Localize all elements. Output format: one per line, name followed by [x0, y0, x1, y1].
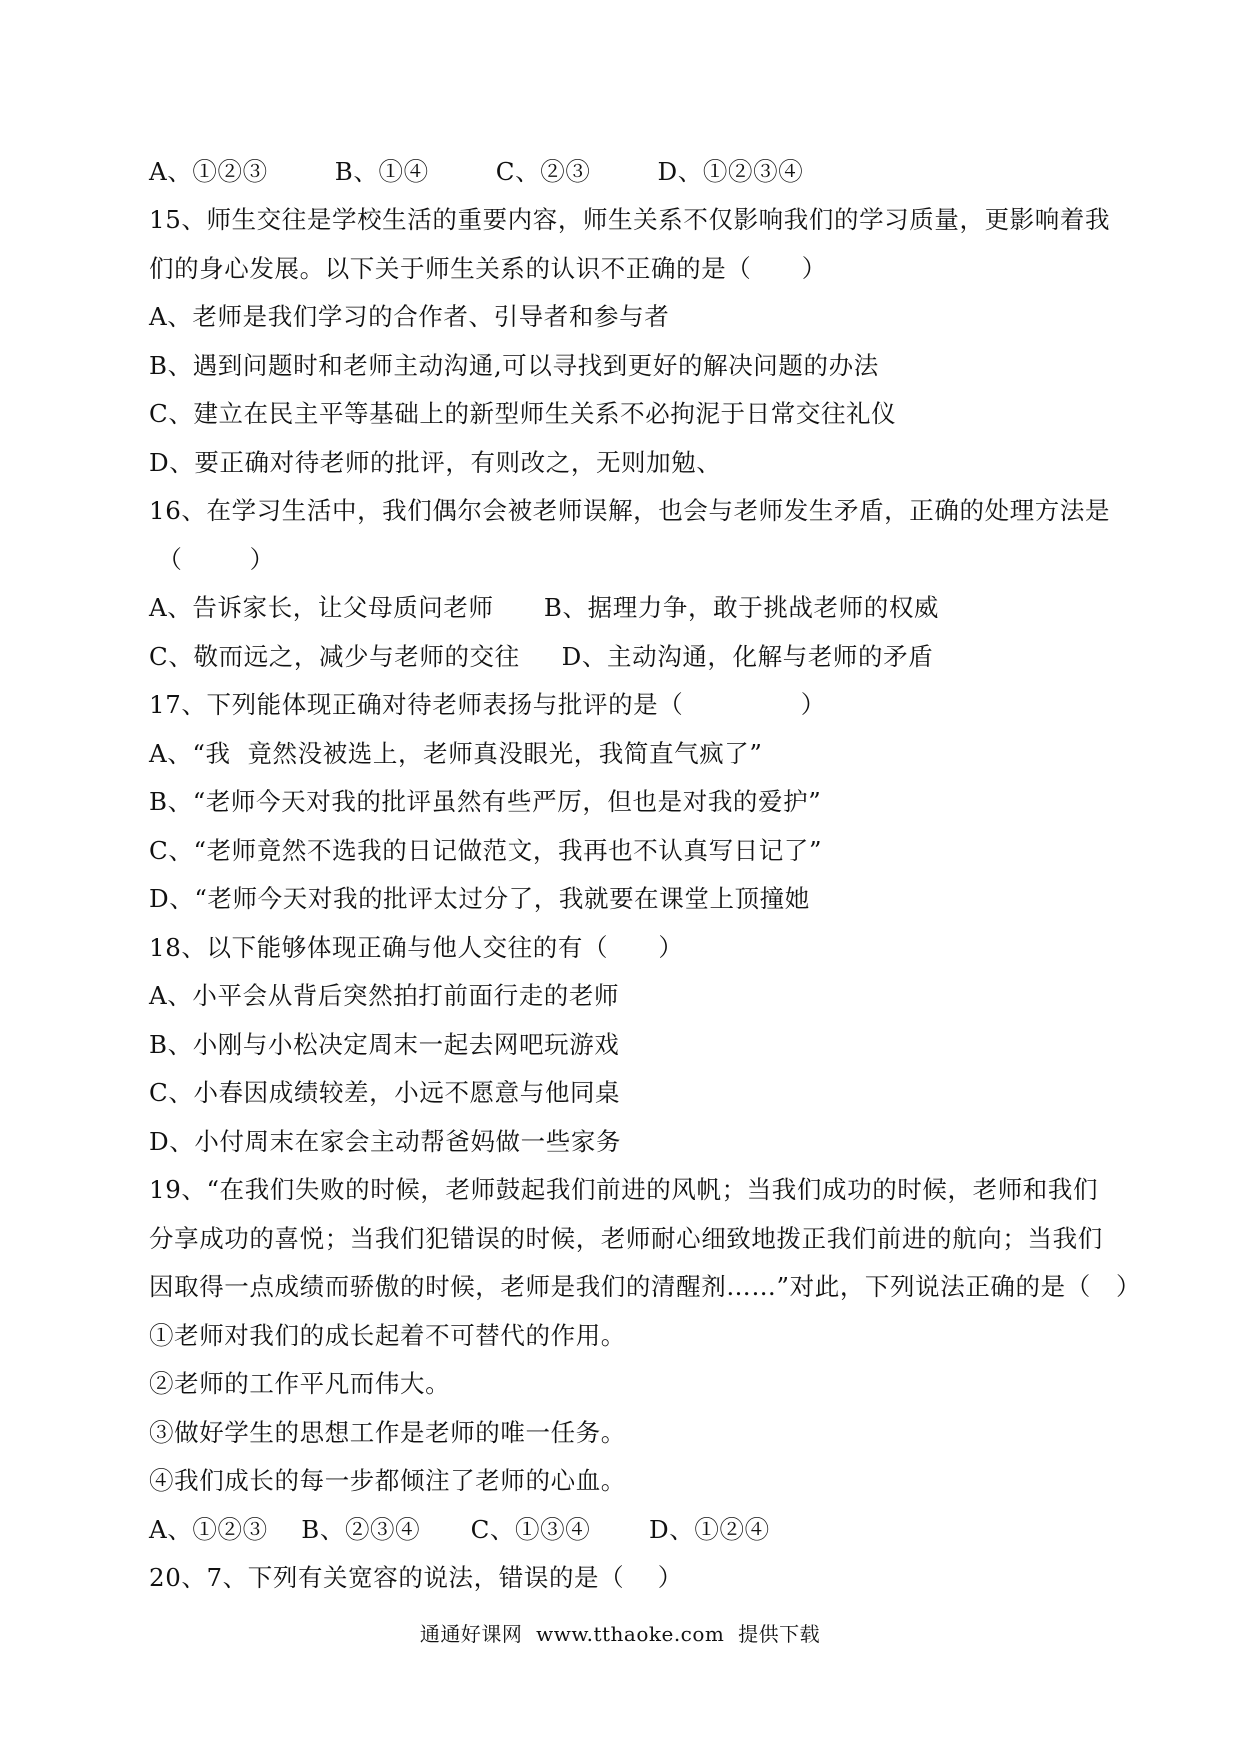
question-17: 17、下列能体现正确对待老师表扬与批评的是（ ）	[149, 690, 826, 719]
option-line: B、遇到问题时和老师主动沟通,可以寻找到更好的解决问题的办法	[149, 351, 879, 380]
question-16-cont: （ ）	[149, 545, 275, 574]
option-line: A、“我 竟然没被选上，老师真没眼光，我简直气疯了”	[149, 739, 763, 768]
option-line: A、老师是我们学习的合作者、引导者和参与者	[149, 302, 670, 331]
question-19-cont: 因取得一点成绩而骄傲的时候，老师是我们的清醒剂……”对此，下列说法正确的是（ ）	[149, 1272, 1142, 1301]
statement-line: ④我们成长的每一步都倾注了老师的心血。	[149, 1466, 626, 1495]
statement-line: ①老师对我们的成长起着不可替代的作用。	[149, 1321, 626, 1350]
statement-line: ③做好学生的思想工作是老师的唯一任务。	[149, 1418, 626, 1447]
question-19: 19、“在我们失败的时候，老师鼓起我们前进的风帆；当我们成功的时候，老师和我们	[149, 1175, 1099, 1204]
question-16: 16、在学习生活中，我们偶尔会被老师误解，也会与老师发生矛盾，正确的处理方法是	[149, 496, 1111, 525]
option-line: D、要正确对待老师的批评，有则改之，无则加勉、	[149, 448, 722, 477]
question-19-cont: 分享成功的喜悦；当我们犯错误的时候，老师耐心细致地拨正我们前进的航向；当我们	[149, 1224, 1103, 1253]
question-18: 18、以下能够体现正确与他人交往的有（ ）	[149, 933, 684, 962]
page-footer: 通通好课网 www.tthaoke.com 提供下载	[419, 1622, 821, 1646]
question-15-cont: 们的身心发展。以下关于师生关系的认识不正确的是（ ）	[149, 254, 827, 283]
option-line: B、小刚与小松决定周末一起去网吧玩游戏	[149, 1030, 620, 1059]
question-20: 20、7、下列有关宽容的说法，错误的是（ ）	[149, 1563, 683, 1592]
option-line: B、“老师今天对我的批评虽然有些严厉，但也是对我的爱护”	[149, 787, 822, 816]
statement-line: ②老师的工作平凡而伟大。	[149, 1369, 451, 1398]
question-15: 15、师生交往是学校生活的重要内容，师生关系不仅影响我们的学习质量，更影响着我	[149, 205, 1111, 234]
option-line: C、小春因成绩较差，小远不愿意与他同桌	[149, 1078, 621, 1107]
option-line: C、“老师竟然不选我的日记做范文，我再也不认真写日记了”	[149, 836, 823, 865]
option-line: D、“老师今天对我的批评太过分了，我就要在课堂上顶撞她	[149, 884, 810, 913]
option-line: D、小付周末在家会主动帮爸妈做一些家务	[149, 1127, 622, 1156]
option-line: A、告诉家长，让父母质问老师 B、据理力争，敢于挑战老师的权威	[149, 593, 940, 622]
option-line: A、①②③ B、①④ C、②③ D、①②③④	[149, 157, 804, 186]
option-line: A、小平会从背后突然拍打前面行走的老师	[149, 981, 620, 1010]
option-line: A、①②③ B、②③④ C、①③④ D、①②④	[149, 1515, 770, 1544]
option-line: C、建立在民主平等基础上的新型师生关系不必拘泥于日常交往礼仪	[149, 399, 897, 428]
option-line: C、敬而远之，减少与老师的交往 D、主动沟通，化解与老师的矛盾	[149, 642, 934, 671]
